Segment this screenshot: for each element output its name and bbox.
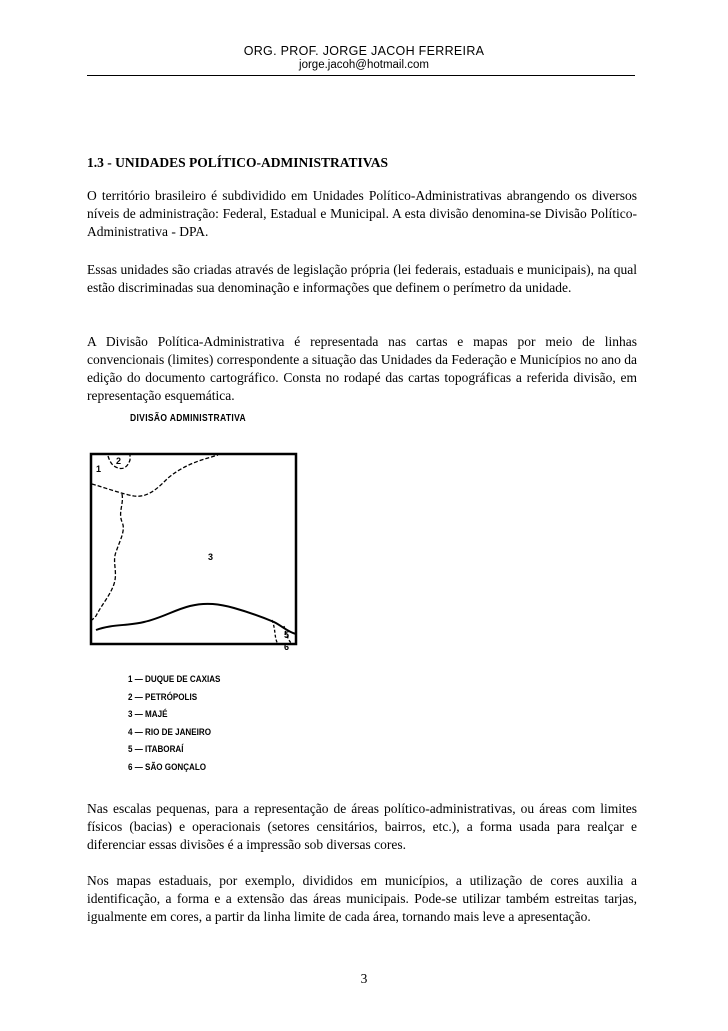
section-title: 1.3 - UNIDADES POLÍTICO-ADMINISTRATIVAS — [87, 155, 389, 170]
map-frame — [91, 454, 296, 644]
paragraph-2: Essas unidades são criadas através de legislação própria (lei federais, estaduais e municipais), na qual estão discriminadas sua denominação e informações que definem o perímetro da unidade. — [87, 262, 637, 295]
boundary-1 — [92, 455, 218, 496]
legend-item: 5 — ITABORAÍ — [128, 744, 184, 755]
header-org: ORG. PROF. JORGE JACOH FERREIRA — [243, 44, 485, 58]
map-label-5: 5 — [284, 630, 290, 640]
legend-item: 3 — MAJÉ — [128, 709, 168, 720]
map-label-3: 3 — [208, 552, 214, 562]
legend-item: 2 — PETRÓPOLIS — [128, 691, 198, 703]
figure-title: DIVISÃO ADMINISTRATIVA — [130, 413, 246, 424]
paragraph-1: O território brasileiro é subdividido em Unidades Político-Administrativas abrangendo os diversos níveis de administração: Federal, Estadual e Municipal. A esta divisão denomina-se Divisão Político- Administrativa - DPA. — [87, 188, 637, 239]
legend-item: 4 — RIO DE JANEIRO — [128, 726, 212, 738]
header-rule — [87, 75, 635, 76]
boundary-west — [92, 494, 123, 620]
legend-item: 6 — SÃO GONÇALO — [128, 761, 207, 773]
header-email: jorge.jacoh@hotmail.com — [299, 59, 429, 71]
administrative-division-map — [88, 444, 296, 652]
map-label-6: 6 — [284, 642, 290, 652]
map-label-1: 1 — [96, 464, 102, 474]
map-label-2: 2 — [116, 456, 122, 466]
map-legend — [128, 671, 220, 776]
page-number: 3 — [360, 971, 368, 986]
page-header — [0, 44, 728, 72]
paragraph-3: A Divisão Política-Administrativa é representada nas cartas e mapas por meio de linhas convencionais (limites) correspondente a situação das Unidades da Federação e Municípios no ano da edição do documento cartográfico. Consta no rodapé das cartas topográficas a referida divisão, em representação esquemática. — [87, 334, 637, 403]
legend-item: 1 — DUQUE DE CAXIAS — [128, 674, 221, 685]
paragraph-4: Nas escalas pequenas, para a representação de áreas político-administrativas, ou áreas com limites físicos (bacias) e operacionais (setores censitários, bairros, etc.), a forma usada para realçar e diferenciar essas divisões é a impressão sob diversas cores. — [87, 801, 637, 852]
coastline — [96, 604, 296, 634]
paragraph-5: Nos mapas estaduais, por exemplo, divididos em municípios, a utilização de cores auxilia a identificação, a forma e a extensão das áreas municipais. Pode-se utilizar também estreitas tarjas, igualmente em cores, a partir da linha limite de cada área, tornando mais leve a apresentação. — [87, 873, 637, 924]
